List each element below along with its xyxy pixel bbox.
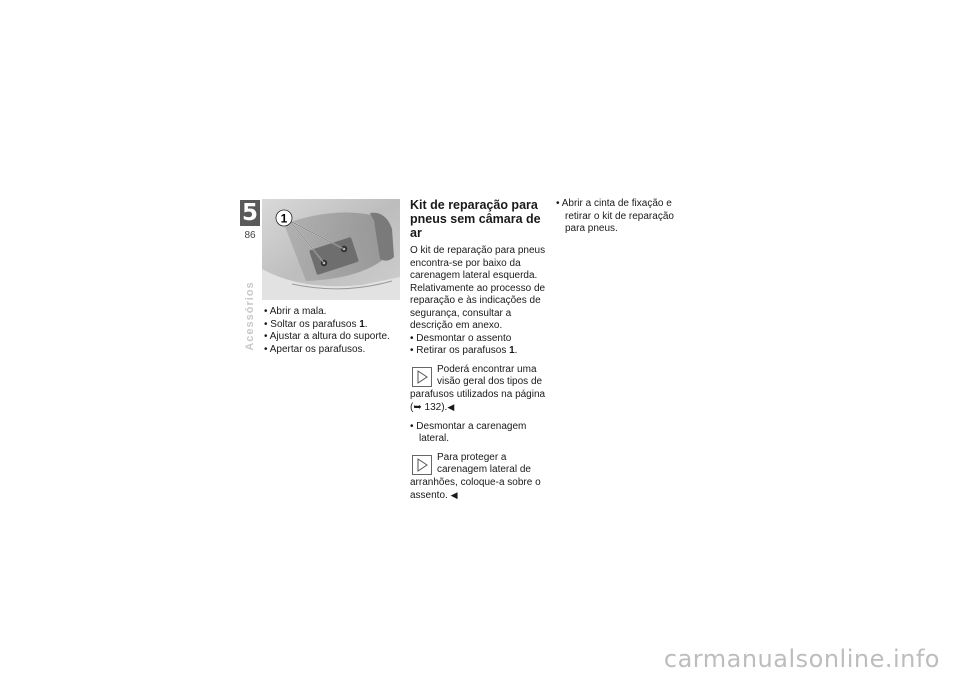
end-mark-icon: ◀: [447, 402, 455, 412]
column-right: [556, 198, 696, 236]
note-screw-types: Poderá encontrar uma visão geral dos tipos de parafusos utilizados na página (➥ 132).◀: [410, 363, 546, 413]
chapter-tab: 5: [241, 200, 258, 226]
page-ref-link[interactable]: 132: [424, 402, 442, 413]
page-ref-arrow-icon: ➥: [413, 402, 422, 413]
column-middle: [410, 198, 548, 503]
note-icon: [412, 367, 432, 387]
step-remove-screws: • Retirar os parafusos 1.: [410, 345, 518, 356]
step-open-case: • Abrir a mala.: [264, 306, 327, 317]
intro-paragraph: O kit de reparação para pneus encontra-se por baixo da carenagem lateral esquerda. Relativamente ao processo de reparação e às indicações de segurança, consultar a descrição em anexo.: [410, 245, 546, 331]
section-label: Acessórios: [244, 281, 256, 351]
step-open-strap: • Abrir a cinta de fixação e retirar o kit de reparação para pneus.: [556, 198, 674, 234]
luggage-photo: [262, 199, 400, 300]
note-protect-fairing: Para proteger a carenagem lateral de arranhões, coloque-a sobre o assento. ◀: [410, 451, 541, 501]
callout-number: 1: [280, 211, 288, 226]
column-left: [264, 306, 404, 356]
step-remove-fairing: • Desmontar a carenagem lateral.: [410, 420, 527, 444]
page-number: 86: [244, 230, 256, 241]
end-mark-icon: ◀: [450, 490, 458, 500]
step-remove-seat: • Desmontar o assento: [410, 332, 512, 344]
step-loosen-screws: • Soltar os parafusos 1.: [264, 318, 368, 330]
step-adjust-height: • Ajustar a altura do suporte.: [264, 331, 390, 342]
step-tighten-screws: • Apertar os parafusos.: [264, 343, 366, 355]
note-icon: [412, 455, 432, 475]
watermark: carmanualsonline.info: [663, 645, 940, 673]
section-heading: Kit de reparação para pneus sem câmara de ar: [410, 198, 541, 240]
